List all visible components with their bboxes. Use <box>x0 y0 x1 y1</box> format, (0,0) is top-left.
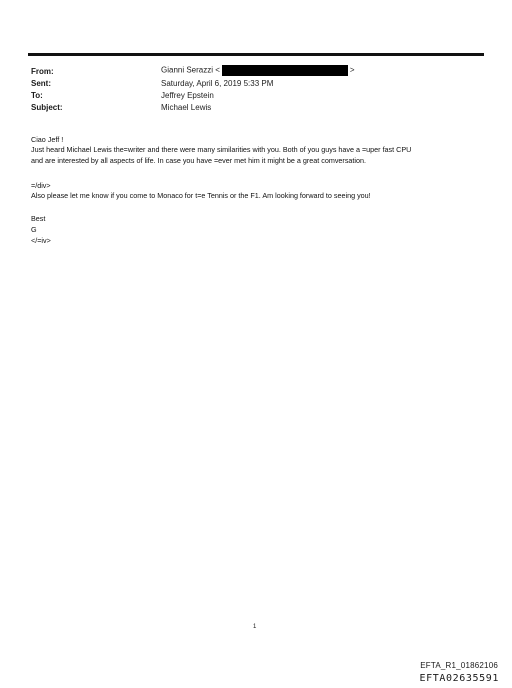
sent-value: Saturday, April 6, 2019 5:33 PM <box>161 79 274 88</box>
body-line: and are interested by all aspects of life. In case you have =ever met him it might be a great comversation. <box>31 156 366 165</box>
body-line: Also please let me know if you come to Monaco for t=e Tennis or the F1. Am looking forward to seeing you! <box>31 191 371 200</box>
sent-label: Sent: <box>31 79 51 88</box>
subject-value: Michael Lewis <box>161 103 212 112</box>
bates-number-primary: EFTA_R1_01862106 <box>420 661 498 670</box>
greeting: Ciao Jeff ! <box>31 135 64 144</box>
from-suffix: > <box>349 65 355 75</box>
from-value <box>161 65 355 76</box>
signature: G <box>31 225 37 234</box>
body-line: =/div> <box>31 181 51 190</box>
bates-number-secondary: EFTA02635591 <box>419 673 499 684</box>
header-divider-rule <box>28 53 484 56</box>
signoff: Best <box>31 214 46 223</box>
page-number: 1 <box>253 624 257 630</box>
redaction-box <box>222 65 348 76</box>
from-label: From: <box>31 67 54 76</box>
body-line: Just heard Michael Lewis the=writer and there were many similarities with you. Both of you guys have a =uper fast CPU <box>31 145 412 154</box>
subject-label: Subject: <box>31 103 63 112</box>
to-label: To: <box>31 91 43 100</box>
from-name: Gianni Serazzi < <box>161 65 220 75</box>
body-line: </=iv> <box>31 236 51 245</box>
to-value: Jeffrey Epstein <box>161 91 214 100</box>
